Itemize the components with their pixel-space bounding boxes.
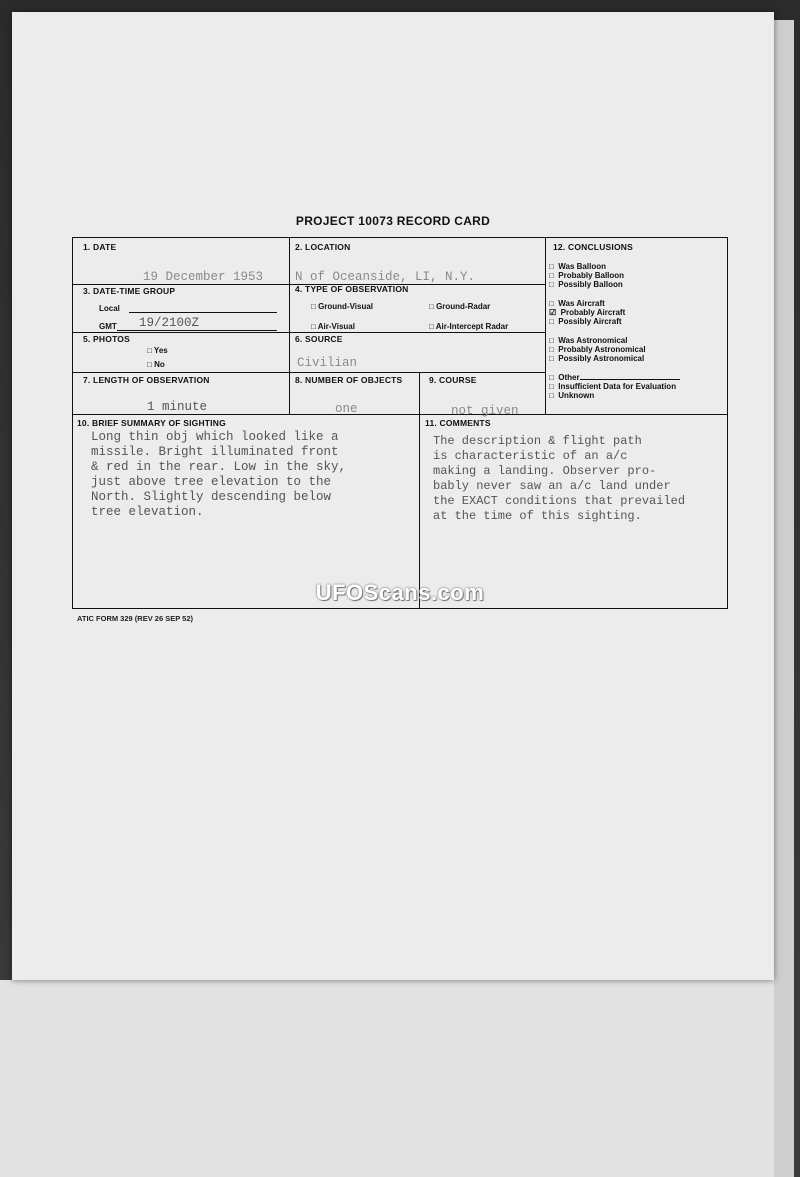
conclusion-label: Was Aircraft (558, 299, 605, 308)
location-value: N of Oceanside, LI, N.Y. (295, 270, 476, 284)
local-label: Local (99, 304, 120, 313)
conclusion-possibly-aircraft[interactable]: □ Possibly Aircraft (549, 317, 622, 326)
conclusions-label: 12. CONCLUSIONS (553, 242, 633, 252)
conclusion-label: Probably Balloon (558, 271, 625, 280)
conclusion-probably-aircraft[interactable]: ☑ Probably Aircraft (549, 308, 626, 317)
conclusion-probably-balloon[interactable]: □ Probably Balloon (549, 271, 625, 280)
conclusion-label: Was Balloon (558, 262, 606, 271)
comments-label: 11. COMMENTS (425, 418, 491, 428)
conclusion-probably-astronomical[interactable]: □ Probably Astronomical (549, 345, 646, 354)
conclusion-label: Possibly Aircraft (558, 317, 622, 326)
local-line (129, 312, 277, 313)
date-label: 1. DATE (83, 242, 117, 252)
conclusions-list (549, 260, 727, 400)
date-value: 19 December 1953 (143, 270, 264, 284)
dtg-label: 3. DATE-TIME GROUP (83, 286, 176, 296)
objects-value: one (335, 402, 358, 416)
comments-text: The description & flight path is characteristic of an a/c making a landing. Observer pro- bably never saw an a/c land under the EXACT conditions that prevailed at the time of this sighting. (433, 434, 686, 523)
conclusion-label: Unknown (558, 391, 595, 400)
objects-label: 8. NUMBER OF OBJECTS (295, 375, 403, 385)
course-label: 9. COURSE (429, 375, 477, 385)
length-value: 1 minute (147, 400, 208, 414)
ground-visual-option[interactable]: □ Ground-Visual (311, 302, 374, 311)
divider (73, 414, 727, 415)
air-visual-option[interactable]: □ Air-Visual (311, 322, 355, 331)
conclusion-was-astronomical[interactable]: □ Was Astronomical (549, 336, 628, 345)
air-intercept-radar-option[interactable]: □ Air-Intercept Radar (429, 322, 509, 331)
conclusion-label: Possibly Astronomical (558, 354, 645, 363)
conclusion-unknown[interactable]: □ Unknown (549, 391, 595, 400)
watermark: UFOScans.com (315, 580, 485, 605)
conclusion-was-balloon[interactable]: □ Was Balloon (549, 262, 606, 271)
conclusion-label: Was Astronomical (558, 336, 628, 345)
photos-label: 5. PHOTOS (83, 334, 130, 344)
photos-yes-label: Yes (153, 346, 168, 355)
conclusion-label: Insufficient Data for Evaluation (558, 382, 677, 391)
underlying-page (0, 980, 790, 1177)
divider (73, 332, 545, 333)
conclusion-possibly-astronomical[interactable]: □ Possibly Astronomical (549, 354, 645, 363)
source-label: 6. SOURCE (295, 334, 343, 344)
conclusion-label: Possibly Balloon (558, 280, 623, 289)
gmt-value: 19/2100Z (139, 316, 200, 330)
conclusion-possibly-balloon[interactable]: □ Possibly Balloon (549, 280, 623, 289)
conclusion-other[interactable]: □ Other (549, 373, 727, 382)
form-number: ATIC FORM 329 (REV 26 SEP 52) (77, 614, 194, 623)
card-title: PROJECT 10073 RECORD CARD (295, 214, 491, 228)
divider (289, 238, 290, 414)
conclusion-label: Other (558, 373, 580, 382)
record-card-form (72, 237, 728, 609)
divider (545, 238, 546, 414)
ground-radar-option[interactable]: □ Ground-Radar (429, 302, 491, 311)
air-visual-label: Air-Visual (317, 322, 355, 331)
photos-no-option[interactable]: □ No (147, 360, 165, 369)
conclusion-label: Probably Aircraft (560, 308, 626, 317)
air-intercept-radar-label: Air-Intercept Radar (435, 322, 509, 331)
divider (419, 372, 420, 608)
observation-type-label: 4. TYPE OF OBSERVATION (295, 284, 409, 294)
divider (73, 372, 545, 373)
conclusion-was-aircraft[interactable]: □ Was Aircraft (549, 299, 605, 308)
gmt-label: GMT (99, 322, 117, 331)
ground-radar-label: Ground-Radar (436, 302, 491, 311)
conclusion-label: Probably Astronomical (558, 345, 646, 354)
conclusion-insufficient-data[interactable]: □ Insufficient Data for Evaluation (549, 382, 677, 391)
summary-label: 10. BRIEF SUMMARY OF SIGHTING (77, 418, 226, 428)
source-value: Civilian (297, 356, 358, 370)
course-value: not given (451, 404, 519, 418)
gmt-line (117, 330, 277, 331)
ground-visual-label: Ground-Visual (318, 302, 374, 311)
location-label: 2. LOCATION (295, 242, 351, 252)
length-label: 7. LENGTH OF OBSERVATION (83, 375, 210, 385)
summary-text: Long thin obj which looked like a missile. Bright illuminated front & red in the rear. Low in the sky, just above tree elevation to the North. Slightly descending below tree elevation. (91, 430, 347, 519)
photos-no-label: No (154, 360, 165, 369)
photos-yes-option[interactable]: □ Yes (147, 346, 168, 355)
